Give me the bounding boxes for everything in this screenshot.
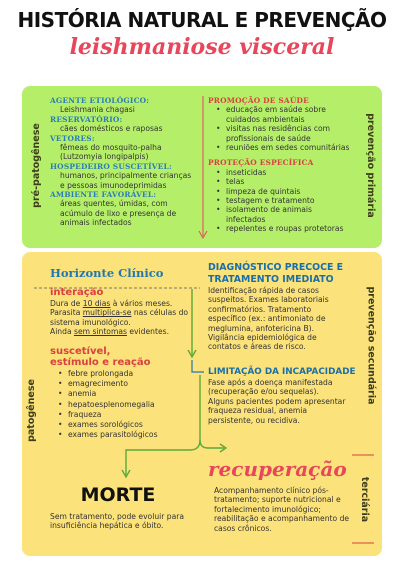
list-item: • inseticidas (208, 168, 353, 177)
page-title: HISTÓRIA NATURAL E PREVENÇÃO (17, 8, 387, 32)
disability-limitation-heading: LIMITAÇÃO DA INCAPACIDADE (208, 367, 356, 377)
interaction-line-4: Ainda sem sintomas evidentes. (50, 327, 169, 337)
health-promotion-list (208, 105, 353, 152)
death-outcome (50, 484, 200, 531)
host-heading: HOSPEDEIRO SUSCETÍVEL: (50, 161, 172, 171)
environment-value-1: áreas quentes, úmidas, com (60, 199, 168, 209)
label-pre-patogenese: pré-patogênese (30, 123, 42, 208)
list-item: • hepatoesplenomegalia (50, 400, 200, 410)
list-item: • exames sorológicos (50, 420, 200, 430)
disability-limitation-text: Fase após a doença manifestada (recuperação e/ou sequelas). Alguns pacientes podem apresentar fraqueza residual, anemia persistente, ou recidiva. (208, 378, 346, 425)
disability-limitation-section (208, 366, 358, 425)
list-item: • repelentes e roupas protetoras (208, 224, 353, 233)
symptoms-list (50, 369, 200, 440)
interaction-heading: interação (50, 287, 104, 298)
label-prevencao-primaria: prevenção primária (364, 113, 376, 218)
clinical-horizon (50, 266, 200, 280)
agent-value: Leishmania chagasi (60, 105, 135, 115)
recovery-text: Acompanhamento clínico pós- tratamento; suporte nutricional e fortalecimento imunológico; reabilitação e acompanhamento de casos crônicos. (214, 486, 350, 533)
specific-protection-list (208, 168, 353, 234)
list-item: • febre prolongada (50, 369, 200, 379)
environment-value-3: animais infectados (60, 218, 132, 228)
health-promotion-heading: PROMOÇÃO DE SAÚDE (208, 96, 309, 105)
list-item: • testagem e tratamento (208, 196, 353, 205)
specific-protection-heading: PROTEÇÃO ESPECÍFICA (208, 158, 314, 168)
list-item: • fraqueza (50, 410, 200, 420)
vectors-heading: VETORES: (50, 133, 95, 143)
interaction-line-3: sistema imunológico. (50, 317, 131, 327)
diagnosis-heading-1: DIAGNÓSTICO PRECOCE E (208, 262, 344, 273)
label-patogenese: patogênese (25, 379, 37, 442)
diagnosis-text: Identificação rápida de casos suspeitos. Exames laboratoriais confirmatórios. Tratamento específico (ex.: antimoniato de meglumina, anfotericina B). Vigilância epidemiológica de contatos e áreas de risco. (208, 286, 329, 352)
reservoir-heading: RESERVATÓRIO: (50, 114, 123, 124)
death-text: Sem tratamento, pode evoluir para insuficiência hepática e óbito. (50, 512, 185, 531)
clinical-horizon-heading: Horizonte Clínico (50, 266, 164, 280)
early-diagnosis-section (208, 262, 358, 352)
vectors-value-1: fêmeas do mosquito-palha (60, 143, 162, 153)
agent-heading: AGENTE ETIOLÓGICO: (50, 96, 150, 105)
vectors-value-2: (Lutzomyia longipalpis) (60, 152, 149, 162)
pre-pathogenesis-factors (50, 96, 200, 228)
list-item: • limpeza de quintais (208, 187, 353, 196)
label-prevencao-secundaria: prevenção secundária (365, 286, 377, 405)
host-value-2: e pessoas imunodeprimidas (60, 180, 167, 190)
recovery-heading: recuperação (208, 457, 347, 481)
susceptible-heading-1: suscetível, (50, 346, 111, 357)
diagnosis-heading-2: TRATAMENTO IMEDIATO (208, 274, 334, 285)
list-item: • visitas nas residências com profissionais de saúde (208, 124, 353, 143)
page-subtitle: leishmaniose visceral (69, 34, 335, 60)
list-item: • emagrecimento (50, 379, 200, 389)
symptoms-section (50, 346, 200, 440)
environment-value-2: acúmulo de lixo e presença de (60, 208, 177, 218)
primary-prevention (208, 96, 353, 234)
list-item: • anemia (50, 389, 200, 399)
death-heading: MORTE (80, 484, 156, 506)
list-item: • reuniões em sedes comunitárias (208, 143, 353, 152)
susceptible-heading-2: estímulo e reação (50, 357, 151, 368)
reservoir-value: cães domésticos e raposas (60, 124, 163, 134)
list-item: • educação em saúde sobre cuidados ambientais (208, 105, 353, 124)
interaction-section (50, 286, 202, 337)
label-terciaria: terciária (359, 476, 371, 523)
host-value-1: humanos, principalmente crianças (60, 171, 192, 181)
interaction-line-2: Parasita multiplica-se nas células do (50, 308, 189, 318)
environment-heading: AMBIENTE FAVORÁVEL: (50, 190, 157, 200)
list-item: • telas (208, 177, 353, 186)
recovery-outcome (208, 456, 358, 533)
list-item: • isolamento de animais infectados (208, 205, 353, 224)
list-item: • exames parasitológicos (50, 430, 200, 440)
interaction-line-1: Dura de 10 dias à vários meses. (50, 299, 173, 308)
